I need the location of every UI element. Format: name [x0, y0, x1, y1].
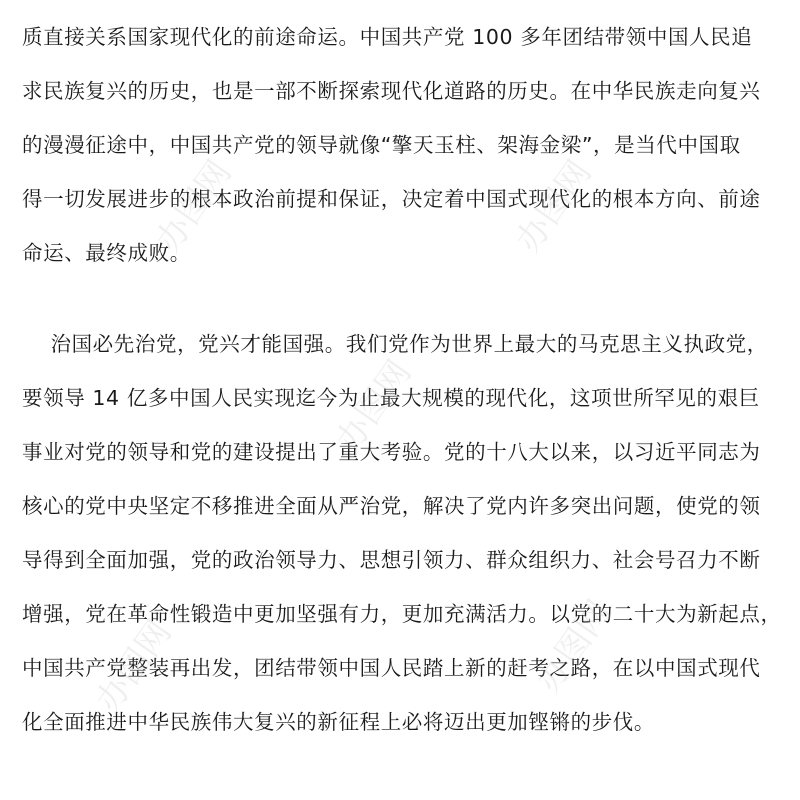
watermark: 办图网: [148, 153, 240, 260]
paragraph-2-line: 事业对党的领导和党的建设提出了重大考验。党的十八大以来，以习近平同志为: [22, 440, 761, 464]
paragraph-1-line: 命运、最终成败。: [22, 241, 191, 265]
paragraph-1-line: 的漫漫征途中，中国共产党的领导就像“擎天玉柱、架海金梁”，是当代中国取: [22, 133, 741, 157]
paragraph-2-line: 中国共产党整装再出发，团结带领中国人民踏上新的赶考之路，在以中国式现代: [22, 656, 761, 680]
paragraph-1-line: 求民族复兴的历史，也是一部不断探索现代化道路的历史。在中华民族走向复兴: [22, 79, 761, 103]
paragraph-1: [22, 10, 782, 280]
watermark: 办图网: [88, 613, 180, 720]
paragraph-2-line: 增强，党在革命性锻造中更加坚强有力，更加充满活力。以党的二十大为新起点，: [22, 602, 782, 626]
paragraph-2-line: 要领导 14 亿多中国人民实现迄今为止最大规模的现代化，这项世所罕见的艰巨: [22, 386, 760, 410]
paragraph-2: [22, 317, 782, 749]
paragraph-2-line: 核心的党中央坚定不移推进全面从严治党，解决了党内许多突出问题，使党的领: [22, 494, 761, 518]
paragraph-2-line: 治国必先治党，党兴才能国强。我们党作为世界上最大的马克思主义执政党，: [22, 332, 768, 356]
paragraph-2-line: 化全面推进中华民族伟大复兴的新征程上必将迈出更加铿锵的步伐。: [22, 710, 655, 734]
paragraph-1-line: 质直接关系国家现代化的前途命运。中国共产党 100 多年团结带领中国人民追: [22, 25, 753, 49]
watermark: 办图网: [528, 593, 620, 700]
paragraph-2-line: 导得到全面加强，党的政治领导力、思想引领力、群众组织力、社会号召力不断: [22, 548, 761, 572]
watermark: 办图网: [328, 353, 420, 460]
watermark: 办图网: [508, 153, 600, 260]
paragraph-1-line: 得一切发展进步的根本政治前提和保证，决定着中国式现代化的根本方向、前途: [22, 187, 761, 211]
